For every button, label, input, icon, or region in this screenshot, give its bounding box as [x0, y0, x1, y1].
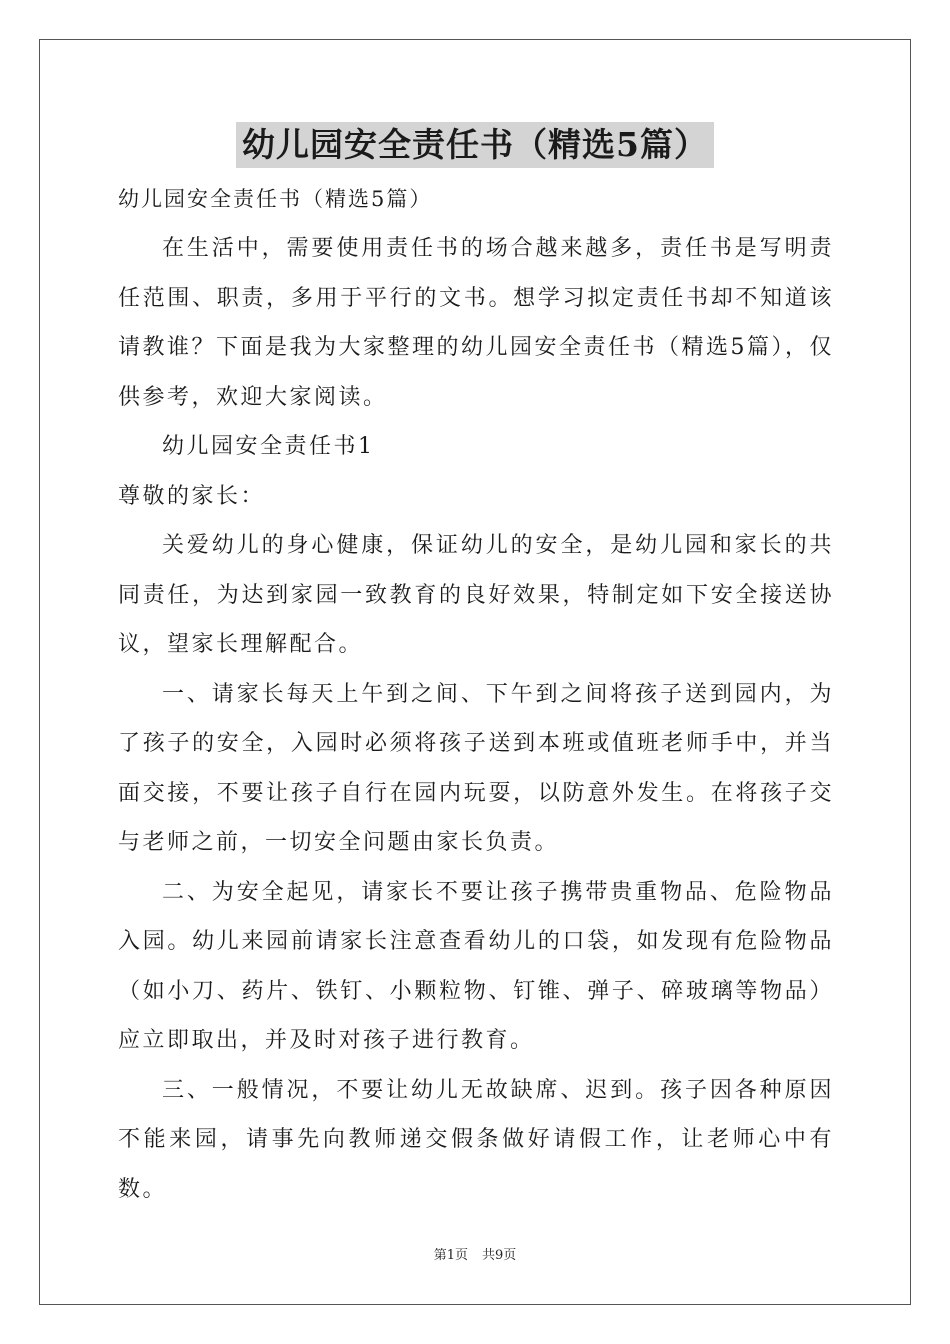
body-paragraph: 二、为安全起见，请家长不要让孩子携带贵重物品、危险物品入园。幼儿来园前请家长注意查看幼儿的口袋，如发现有危险物品（如小刀、药片、铁钉、小颗粒物、钉锥、弹子、碎玻璃等物品）应立即取出，并及时对孩子进行教育。	[118, 879, 834, 1053]
intro-paragraph: 在生活中，需要使用责任书的场合越来越多，责任书是写明责任范围、职责，多用于平行的文书。想学习拟定责任书却不知道该请教谁？下面是我为大家整理的幼儿园安全责任书（精选5篇），仅供参考，欢迎大家阅读。	[118, 236, 834, 410]
body-paragraph: 关爱幼儿的身心健康，保证幼儿的安全，是幼儿园和家长的共同责任，为达到家园一致教育的良好效果，特制定如下安全接送协议，望家长理解配合。	[118, 533, 834, 657]
section-heading: 幼儿园安全责任书1	[162, 434, 375, 459]
body-paragraph: 一、请家长每天上午到之间、下午到之间将孩子送到园内，为了孩子的安全，入园时必须将孩子送到本班或值班老师手中，并当面交接，不要让孩子自行在园内玩耍，以防意外发生。在将孩子交与老师之前，一切安全问题由家长负责。	[118, 681, 834, 855]
document-title: 幼儿园安全责任书（精选5篇）	[236, 122, 714, 168]
salutation: 尊敬的家长：	[118, 483, 266, 509]
document-body	[118, 224, 834, 1214]
body-paragraph: 三、一般情况，不要让幼儿无故缺席、迟到。孩子因各种原因不能来园，请事先向教师递交假条做好请假工作，让老师心中有数。	[118, 1077, 834, 1202]
title-container	[0, 122, 950, 168]
page-count: 共9页	[482, 1248, 517, 1263]
page-number: 第1页	[433, 1248, 468, 1263]
page-footer	[0, 1246, 950, 1266]
document-subtitle: 幼儿园安全责任书（精选5篇）	[118, 187, 433, 211]
